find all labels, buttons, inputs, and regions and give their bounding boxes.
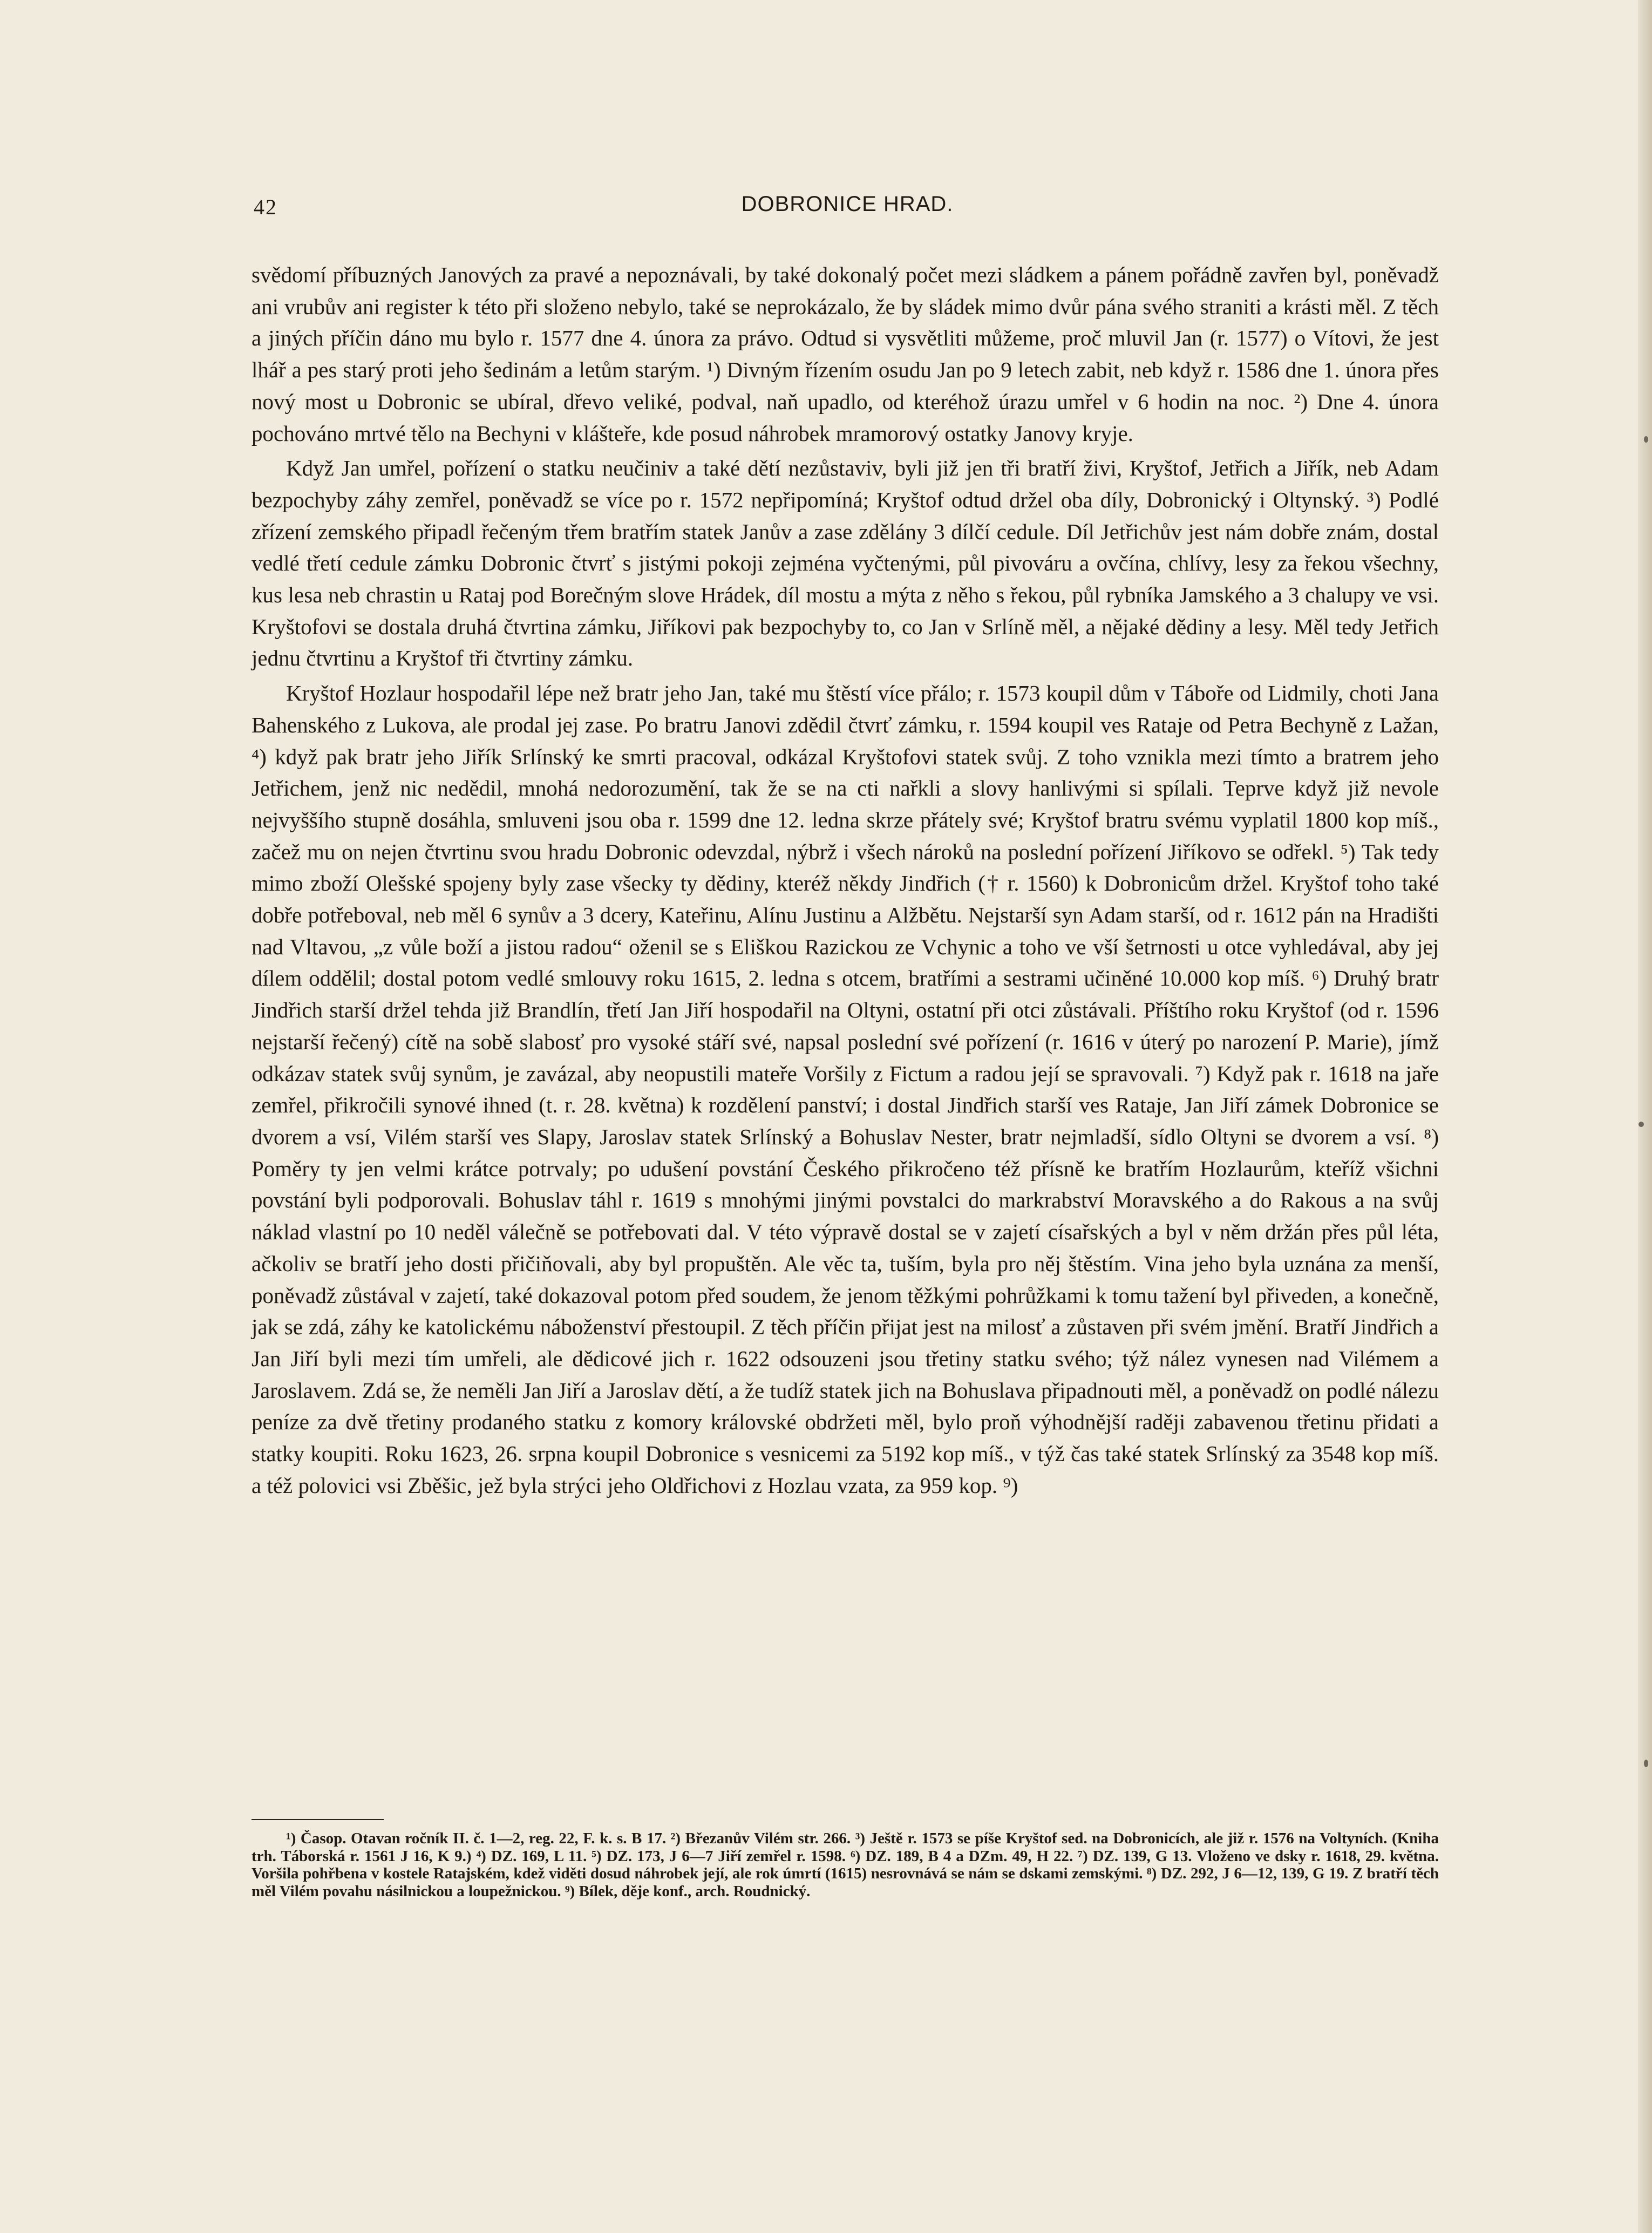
paragraph: svědomí příbuzných Janových za pravé a nepoznávali, by také dokonalý počet mezi sládkem a pánem pořádně zavřen byl, poněvadž ani vrubův ani register k této při složeno nebylo, také se neprokázalo, že by sládek mimo dvůr pána svého straniti a krásti měl. Z těch a jiných příčin dáno mu bylo r. 1577 dne 4. února za právo. Odtud si vysvětliti můžeme, proč mluvil Jan (r. 1577) o Vítovi, že jest lhář a pes starý proti jeho šedinám a letům starým. ¹) Divným řízením osudu Jan po 9 letech zabit, neb když r. 1586 dne 1. února přes nový most u Dobronic se ubíral, dřevo veliké, podval, naň upadlo, od kteréhož úrazu umřel v 6 hodin na noc. ²) Dne 4. února pochováno mrtvé tělo na Bechyni v klášteře, kde posud náhrobek mramorový ostatky Janovy kryje.: [251, 262, 1439, 446]
page-header: [254, 194, 1441, 232]
margin-mark: [1639, 1122, 1644, 1127]
running-title: DOBRONICE HRAD.: [741, 192, 954, 216]
paragraph: Kryštof Hozlaur hospodařil lépe než bratr jeho Jan, také mu štěstí více přálo; r. 1573 koupil dům v Táboře od Lidmily, choti Jana Bahenského z Lukova, ale prodal jej zase. Po bratru Janovi zdědil čtvrť zámku, r. 1594 koupil ves Rataje od Petra Bechyně z Lažan, ⁴) když pak bratr jeho Jiřík Srlínský ke smrti pracoval, odkázal Kryštofovi statek svůj. Z toho vznikla mezi tímto a bratrem jeho Jetřichem, jenž nic nedědil, mnohá nedorozumění, tak že se na cti nařkli a slovy hanlivými si spílali. Teprve když již nevole nejvyššího stupně dosáhla, smluveni jsou oba r. 1599 dne 12. ledna skrze přátely své; Kryštof bratru svému vyplatil 1800 kop míš., začež mu on nejen čtvrtinu svou hradu Dobronic odevzdal, nýbrž i všech nároků na poslední pořízení Jiříkovo se odřekl. ⁵) Tak tedy mimo zboží Olešské spojeny byly zase všecky ty dědiny, kteréž někdy Jindřich († r. 1560) k Dobronicům držel. Kryštof toho také dobře potřeboval, neb měl 6 synův a 3 dcery, Kateřinu, Alínu Justinu a Alžbětu. Nejstarší syn Adam starší, od r. 1612 pán na Hradišti nad Vltavou, „z vůle boží a jistou radou“ oženil se s Eliškou Razickou ze Vchynic a toho ve vší šetrnosti u otce vyhledával, aby jej dílem oddělil; dostal potom vedlé smlouvy roku 1615, 2. ledna s otcem, bratřími a sestrami učiněné 10.000 kop míš. ⁶) Druhý bratr Jindřich starší držel tehda již Brandlín, třetí Jan Jiří hospodařil na Oltyni, ostatní při otci zůstávali. Příštího roku Kryštof (od r. 1596 nejstarší řečený) cítě na sobě slabosť pro vysoké stáří své, napsal poslední své pořízení (r. 1616 v úterý po narození P. Marie), jímž odkázav statek svůj synům, je zavázal, aby neopustili mateře Voršily z Fictum a radou její se spravovali. ⁷) Když pak r. 1618 na jaře zemřel, přikročili synové ihned (t. r. 28. května) k rozdělení panství; i dostal Jindřich starší ves Rataje, Jan Jiří zámek Dobronice se dvorem a vsí, Vilém starší ves Slapy, Jaroslav statek Srlínský a Bohuslav Nester, bratr nejmladší, sídlo Oltyni se dvorem a vsí. ⁸) Poměry ty jen velmi krátce potrvaly; po udušení povstání Českého přikročeno též přísně ke bratřím Hozlaurům, kteříž všichni povstání byli podporovali. Bohuslav táhl r. 1619 s mnohými jinými povstalci do markrabství Moravského a do Rakous a na svůj náklad vlastní po 10 neděl válečně se potřebovati dal. V této výpravě dostal se v zajetí císařských a byl v něm držán přes půl léta, ačkoliv se bratří jeho dosti přičiňovali, aby byl propuštěn. Ale věc ta, tuším, byla pro něj štěstím. Vina jeho byla uznána za menší, poněvadž zůstával v zajetí, také dokazoval potom před soudem, že jenom těžkými pohrůžkami k tomu tažení byl přiveden, a konečně, jak se zdá, záhy ke katolickému náboženství přestoupil. Z těch příčin přijat jest na milosť a zůstaven při svém jmění. Bratří Jindřich a Jan Jiří byli mezi tím umřeli, ale dědicové jich r. 1622 odsouzeni jsou třetiny statku svého; týž nález vynesen nad Vilémem a Jaroslavem. Zdá se, že neměli Jan Jiří a Jaroslav dětí, a že tudíž statek jich na Bohuslava připadnouti měl, a poněvadž on podlé nálezu peníze za dvě třetiny prodaného statku z komory královské obdržeti měl, bylo proň výhodnější raději zabavenou třetinu přidati a statky koupiti. Roku 1623, 26. srpna koupil Dobronice s vesnicemi za 5192 kop míš., v týž čas také statek Srlínský za 3548 kop míš. a též polovici vsi Zběšic, jež byla strýci jeho Oldřichovi z Hozlau vzata, za 959 kop. ⁹): [251, 681, 1439, 1498]
footnotes: [251, 1830, 1439, 1900]
footnote-rule: [251, 1819, 384, 1820]
margin-mark: [1644, 1760, 1648, 1767]
paragraph: Když Jan umřel, pořízení o statku neučiniv a také dětí nezůstaviv, byli již jen tři bratří živi, Kryštof, Jetřich a Jiřík, neb Adam bezpochyby záhy zemřel, poněvadž se více po r. 1572 nepřipomíná; Kryštof odtud držel oba díly, Dobronický i Oltynský. ³) Podlé zřízení zemského připadl řečeným třem bratřím statek Janův a zase zdělány 3 dílčí cedule. Díl Jetřichův jest nám dobře znám, dostal vedlé třetí cedule zámku Dobronic čtvrť s jistými pokoji zejména vyčtenými, půl pivováru a ovčína, chlívy, lesy za řekou všechny, kus lesa neb chrastin u Rataj pod Borečným slove Hrádek, díl mostu a mýta z něho s řekou, půl rybníka Jamského a 3 chalupy ve vsi. Kryštofovi se dostala druhá čtvrtina zámku, Jiříkovi pak bezpochyby to, co Jan v Srlíně měl, a nějaké dědiny a lesy. Měl tedy Jetřich jednu čtvrtinu a Kryštof tři čtvrtiny zámku.: [251, 456, 1439, 671]
page-edge: [1638, 0, 1652, 2233]
footnote-text: ¹) Časop. Otavan ročník II. č. 1—2, reg. 22, F. k. s. B 17. ²) Březanův Vilém str. 266. ³) Ještě r. 1573 se píše Kryštof sed. na Dobronicích, ale již r. 1576 na Voltyních. (Kniha trh. Táborská r. 1561 J 16, K 9.) ⁴) DZ. 169, L 11. ⁵) DZ. 173, J 6—7 Jiří zemřel r. 1598. ⁶) DZ. 189, B 4 a DZm. 49, H 22. ⁷) DZ. 139, G 13. Vloženo ve dsky r. 1618, 29. května. Voršila pohřbena v kostele Ratajském, kdež viděti dosud náhrobek její, ale rok úmrtí (1615) nesrovnává se nám se dskami zemskými. ⁸) DZ. 292, J 6—12, 139, G 19. Z bratří těch měl Vilém povahu násilnickou a loupežnickou. ⁹) Bílek, děje konf., arch. Roudnický.: [251, 1830, 1439, 1900]
margin-mark: [1644, 436, 1648, 443]
page-number: 42: [254, 195, 277, 219]
body-text: [251, 259, 1439, 1501]
